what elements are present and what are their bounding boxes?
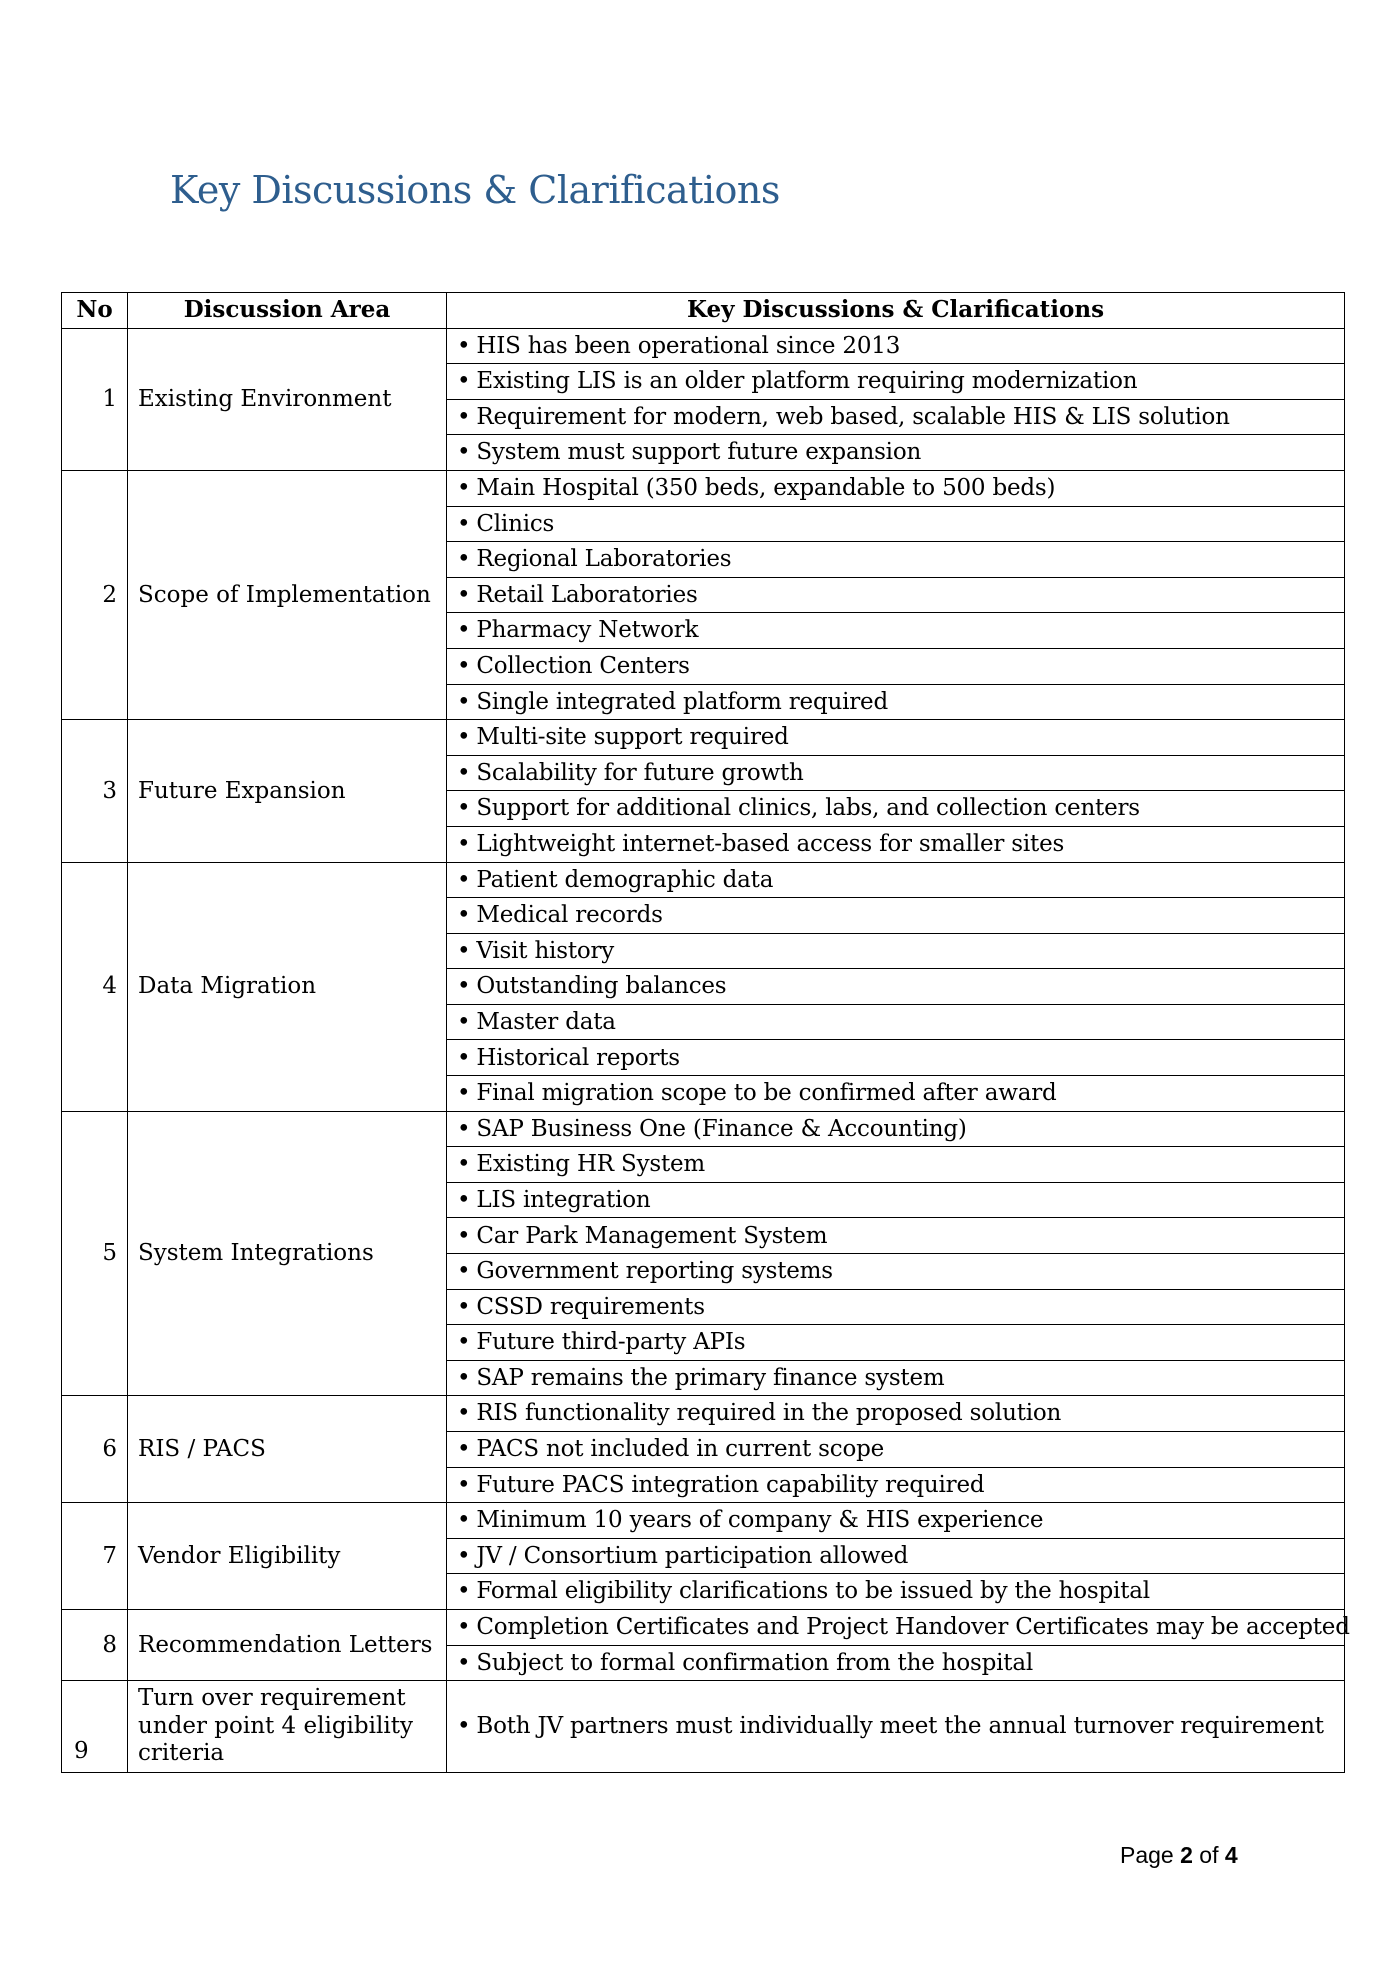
discussion-area: Scope of Implementation	[128, 470, 447, 719]
clarification-item	[447, 1467, 1345, 1503]
clarification-item	[447, 1645, 1345, 1681]
clarification-item	[447, 1111, 1345, 1147]
table-header-row	[62, 293, 1345, 329]
page-total: 4	[1224, 1842, 1238, 1868]
header-no: No	[62, 293, 128, 329]
bullet-icon: •	[457, 1507, 471, 1534]
clarification-text: Visit history	[476, 937, 615, 964]
bullet-icon: •	[457, 1649, 471, 1676]
clarification-item	[447, 826, 1345, 862]
clarification-text: PACS not included in current scope	[476, 1436, 885, 1463]
discussion-area: Data Migration	[128, 862, 447, 1111]
bullet-icon: •	[457, 581, 471, 608]
bullet-icon: •	[457, 617, 471, 644]
clarification-text: Final migration scope to be confirmed after award	[476, 1080, 1057, 1107]
clarification-text: System must support future expansion	[476, 439, 922, 466]
clarification-item	[447, 506, 1345, 542]
bullet-icon: •	[457, 475, 471, 502]
clarification-text: Main Hospital (350 beds, expandable to 500 beds)	[476, 475, 1056, 502]
clarification-item	[447, 1004, 1345, 1040]
clarification-item	[447, 1432, 1345, 1468]
bullet-icon: •	[457, 1080, 471, 1107]
clarification-item	[447, 1360, 1345, 1396]
clarification-text: HIS has been operational since 2013	[476, 332, 901, 359]
bullet-icon: •	[457, 1186, 471, 1213]
row-number: 8	[62, 1609, 128, 1680]
row-number: 4	[62, 862, 128, 1111]
clarification-item	[447, 542, 1345, 578]
bullet-icon: •	[457, 368, 471, 395]
table-row	[62, 328, 1345, 364]
clarification-item	[447, 613, 1345, 649]
bullet-icon: •	[457, 1400, 471, 1427]
bullet-icon: •	[457, 510, 471, 537]
clarification-text: Support for additional clinics, labs, and collection centers	[476, 795, 1140, 822]
bullet-icon: •	[457, 439, 471, 466]
bullet-icon: •	[457, 973, 471, 1000]
clarification-item	[447, 1289, 1345, 1325]
row-number: 9	[62, 1681, 128, 1773]
bullet-icon: •	[457, 759, 471, 786]
clarification-item	[447, 969, 1345, 1005]
table-row	[62, 720, 1345, 756]
row-number: 5	[62, 1111, 128, 1396]
clarification-text: Requirement for modern, web based, scalable HIS & LIS solution	[476, 403, 1230, 430]
clarification-text: Formal eligibility clarifications to be issued by the hospital	[476, 1578, 1150, 1605]
clarification-item	[447, 1254, 1345, 1290]
bullet-icon: •	[457, 1364, 471, 1391]
clarification-item	[447, 399, 1345, 435]
clarification-text: Regional Laboratories	[476, 546, 732, 573]
clarification-text: Retail Laboratories	[476, 581, 698, 608]
clarification-text: JV / Consortium participation allowed	[476, 1542, 909, 1569]
clarification-text: Future third-party APIs	[476, 1329, 746, 1356]
bullet-icon: •	[457, 1471, 471, 1498]
clarification-item	[447, 364, 1345, 400]
clarification-item	[447, 435, 1345, 471]
clarification-item	[447, 577, 1345, 613]
clarification-text: Existing LIS is an older platform requiring modernization	[476, 368, 1138, 395]
clarification-item	[447, 328, 1345, 364]
page-title: Key Discussions & Clarifications	[170, 168, 780, 212]
bullet-icon: •	[457, 1044, 471, 1071]
table-row	[62, 1609, 1345, 1645]
clarification-item	[447, 1040, 1345, 1076]
bullet-icon: •	[457, 1614, 471, 1641]
table-row	[62, 1396, 1345, 1432]
table-row	[62, 862, 1345, 898]
discussion-area: Vendor Eligibility	[128, 1503, 447, 1610]
bullet-icon: •	[457, 902, 471, 929]
clarification-text: Lightweight internet-based access for smaller sites	[476, 830, 1065, 857]
clarification-item	[447, 1182, 1345, 1218]
clarification-item	[447, 862, 1345, 898]
bullet-icon: •	[457, 1151, 471, 1178]
clarification-text: LIS integration	[476, 1186, 651, 1213]
clarification-text: SAP Business One (Finance & Accounting)	[476, 1115, 967, 1142]
bullet-icon: •	[457, 1578, 471, 1605]
clarification-item	[447, 933, 1345, 969]
bullet-icon: •	[457, 1542, 471, 1569]
page-number: 2	[1180, 1842, 1193, 1868]
bullet-icon: •	[457, 1115, 471, 1142]
table-row	[62, 1503, 1345, 1539]
clarification-text: Single integrated platform required	[476, 688, 888, 715]
clarification-text: RIS functionality required in the proposed solution	[476, 1400, 1062, 1427]
bullet-icon: •	[457, 688, 471, 715]
clarification-item	[447, 1609, 1350, 1645]
bullet-icon: •	[457, 1713, 471, 1740]
discussion-area: Recommendation Letters	[128, 1609, 447, 1680]
discussion-area: Turn over requirement under point 4 eligibility criteria	[128, 1681, 447, 1773]
clarification-text: Scalability for future growth	[476, 759, 804, 786]
clarification-text: Multi-site support required	[476, 724, 789, 751]
clarification-item	[447, 1503, 1345, 1539]
of-label: of	[1199, 1842, 1219, 1868]
clarification-text: Minimum 10 years of company & HIS experience	[476, 1507, 1044, 1534]
bullet-icon: •	[457, 1329, 471, 1356]
bullet-icon: •	[457, 1258, 471, 1285]
header-key-discussions: Key Discussions & Clarifications	[447, 293, 1345, 329]
row-number: 3	[62, 720, 128, 862]
bullet-icon: •	[457, 866, 471, 893]
clarification-item	[447, 1325, 1345, 1361]
bullet-icon: •	[457, 1436, 471, 1463]
clarification-item	[447, 720, 1345, 756]
clarification-text: Patient demographic data	[476, 866, 774, 893]
clarification-text: Outstanding balances	[476, 973, 727, 1000]
bullet-icon: •	[457, 795, 471, 822]
clarification-item	[447, 648, 1345, 684]
clarification-item	[447, 1396, 1345, 1432]
discussions-table	[61, 292, 1350, 1773]
clarification-text: SAP remains the primary finance system	[476, 1364, 945, 1391]
table-body	[62, 328, 1350, 1773]
bullet-icon: •	[457, 653, 471, 680]
table-row	[62, 1111, 1345, 1147]
clarification-text: Master data	[476, 1008, 616, 1035]
clarification-text: Historical reports	[476, 1044, 680, 1071]
clarification-item	[447, 1147, 1345, 1183]
clarification-item	[447, 791, 1345, 827]
clarification-text: Existing HR System	[476, 1151, 706, 1178]
row-number: 1	[62, 328, 128, 470]
clarification-item	[447, 684, 1345, 720]
clarification-text: Completion Certificates and Project Handover Certificates may be accepted	[476, 1614, 1350, 1641]
bullet-icon: •	[457, 403, 471, 430]
clarification-text: Future PACS integration capability required	[476, 1471, 985, 1498]
row-number: 7	[62, 1503, 128, 1610]
clarification-item	[447, 1538, 1345, 1574]
clarification-item	[447, 898, 1345, 934]
bullet-icon: •	[457, 332, 471, 359]
clarification-text: Subject to formal confirmation from the hospital	[476, 1649, 1033, 1676]
clarification-text: CSSD requirements	[476, 1293, 705, 1320]
bullet-icon: •	[457, 1293, 471, 1320]
row-number: 2	[62, 470, 128, 719]
discussion-area: Existing Environment	[128, 328, 447, 470]
discussion-area: Future Expansion	[128, 720, 447, 862]
clarification-text: Collection Centers	[476, 653, 690, 680]
bullet-icon: •	[457, 937, 471, 964]
discussion-area: System Integrations	[128, 1111, 447, 1396]
header-discussion-area: Discussion Area	[128, 293, 447, 329]
bullet-icon: •	[457, 724, 471, 751]
clarification-item	[447, 1076, 1345, 1112]
bullet-icon: •	[457, 546, 471, 573]
clarification-text: Car Park Management System	[476, 1222, 828, 1249]
clarification-text: Pharmacy Network	[476, 617, 699, 644]
bullet-icon: •	[457, 1222, 471, 1249]
clarification-text: Clinics	[476, 510, 555, 537]
clarification-item	[447, 1574, 1345, 1610]
row-number: 6	[62, 1396, 128, 1503]
page-label: Page	[1120, 1842, 1174, 1868]
clarification-text: Government reporting systems	[476, 1258, 833, 1285]
table-row	[62, 470, 1345, 506]
bullet-icon: •	[457, 1008, 471, 1035]
page-footer	[1120, 1842, 1238, 1869]
discussion-area: RIS / PACS	[128, 1396, 447, 1503]
table-row	[62, 1681, 1345, 1773]
clarification-text: Medical records	[476, 902, 663, 929]
bullet-icon: •	[457, 830, 471, 857]
clarification-item	[447, 1218, 1345, 1254]
clarification-item	[447, 470, 1345, 506]
clarification-item	[447, 755, 1345, 791]
clarification-item	[447, 1681, 1345, 1773]
clarification-text: Both JV partners must individually meet the annual turnover requirement	[476, 1713, 1324, 1740]
